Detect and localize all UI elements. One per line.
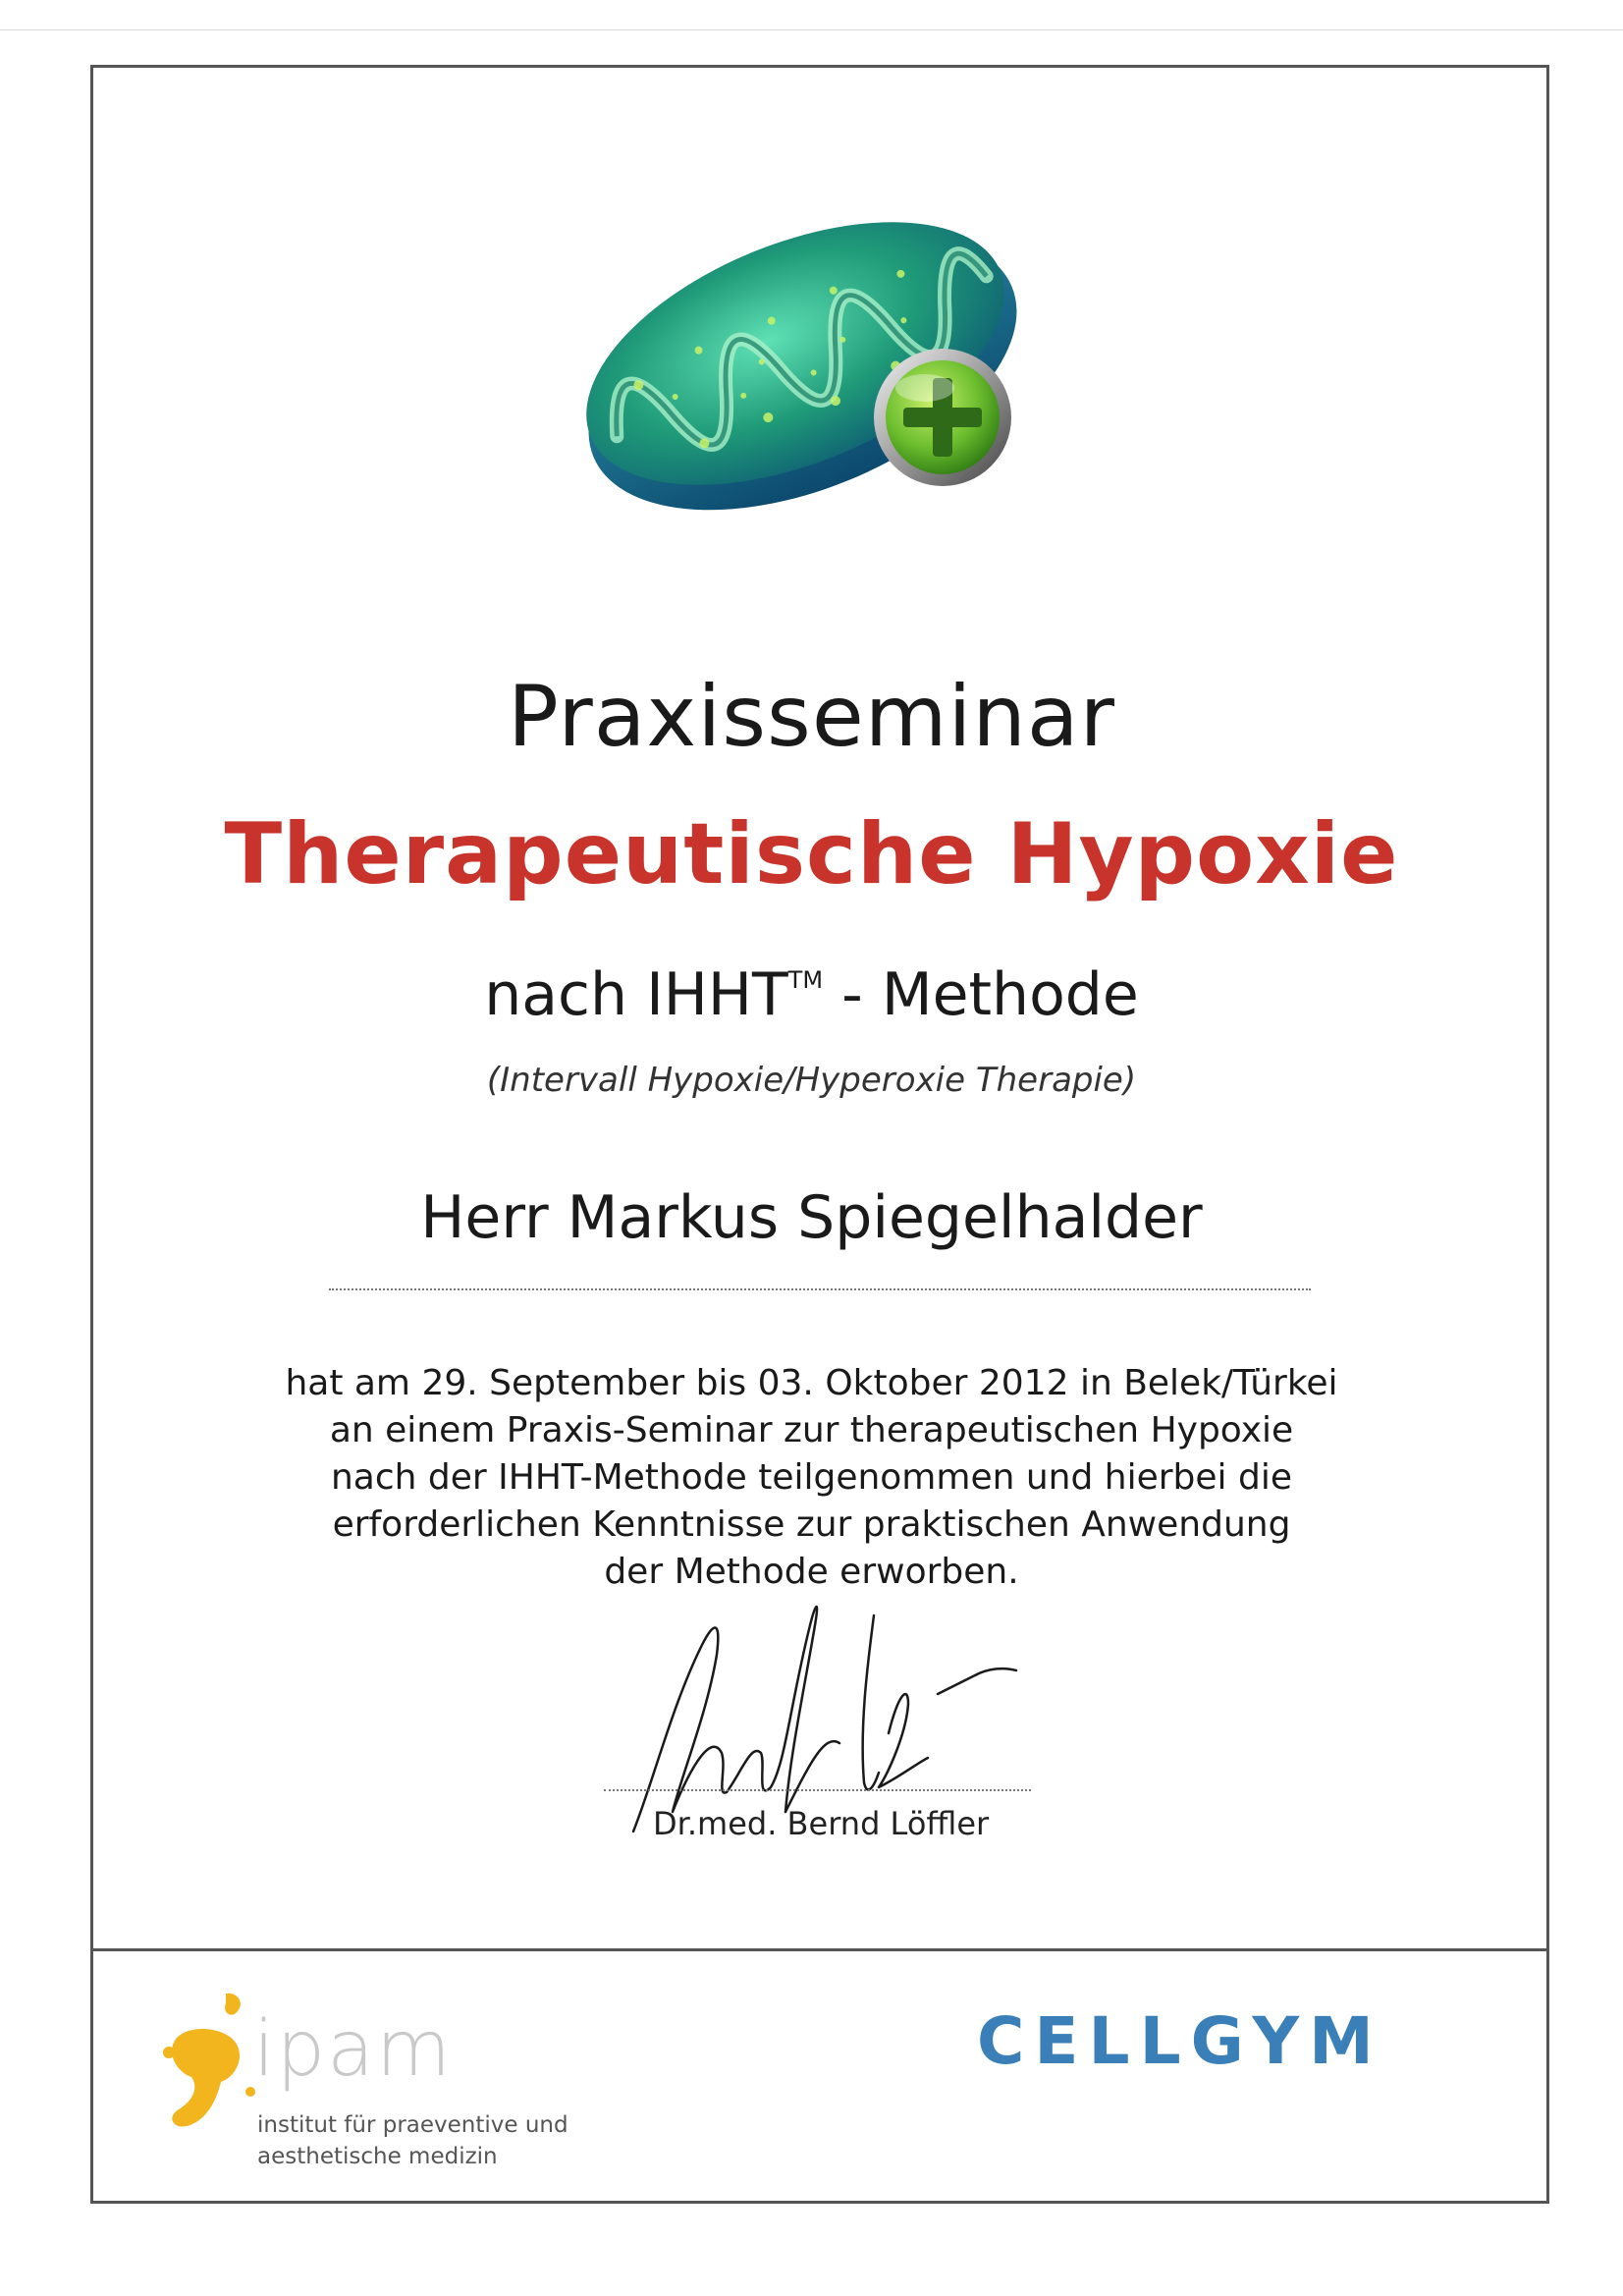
certificate-headline: Therapeutische Hypoxie bbox=[224, 805, 1399, 903]
body-line: erforderlichen Kenntnisse zur praktischen Anwendung bbox=[332, 1504, 1291, 1545]
ipam-tagline-line-1: institut für praeventive und bbox=[257, 2112, 568, 2138]
body-line: der Methode erworben. bbox=[604, 1552, 1019, 1592]
cellgym-logo: CELLGYM bbox=[977, 2003, 1383, 2079]
method-subtitle: (Intervall Hypoxie/Hyperoxie Therapie) bbox=[486, 1061, 1137, 1100]
footer-divider bbox=[90, 1948, 1549, 1951]
name-dotted-line bbox=[329, 1288, 1311, 1290]
mitochondrion-plus-icon bbox=[560, 137, 1070, 550]
body-line: nach der IHHT-Methode teilgenommen und hierbei die bbox=[330, 1457, 1292, 1498]
trademark-mark: TM bbox=[787, 966, 824, 994]
ipam-tagline-line-2: aesthetische medizin bbox=[257, 2144, 498, 2169]
body-line: hat am 29. September bis 03. Oktober 2012 in Belek/Türkei bbox=[285, 1363, 1338, 1403]
ipam-wordmark: ipam bbox=[253, 2005, 453, 2094]
body-line: an einem Praxis-Seminar zur therapeutischen Hypoxie bbox=[329, 1410, 1294, 1450]
certificate-body bbox=[0, 1360, 1623, 1596]
signature-dotted-line bbox=[604, 1789, 1031, 1791]
participant-name: Herr Markus Spiegelhalder bbox=[420, 1183, 1203, 1252]
ipam-tagline bbox=[257, 2109, 568, 2172]
certificate-title: Praxisseminar bbox=[508, 668, 1115, 766]
signer-name: Dr.med. Bernd Löffler bbox=[653, 1805, 990, 1842]
ipam-splash-icon bbox=[157, 1984, 265, 2131]
method-suffix: - Methode bbox=[823, 960, 1139, 1029]
method-line bbox=[0, 960, 1623, 1029]
handwritten-signature bbox=[614, 1586, 1036, 1841]
scan-edge-line bbox=[0, 29, 1623, 30]
method-prefix: nach IHHT bbox=[484, 960, 788, 1029]
